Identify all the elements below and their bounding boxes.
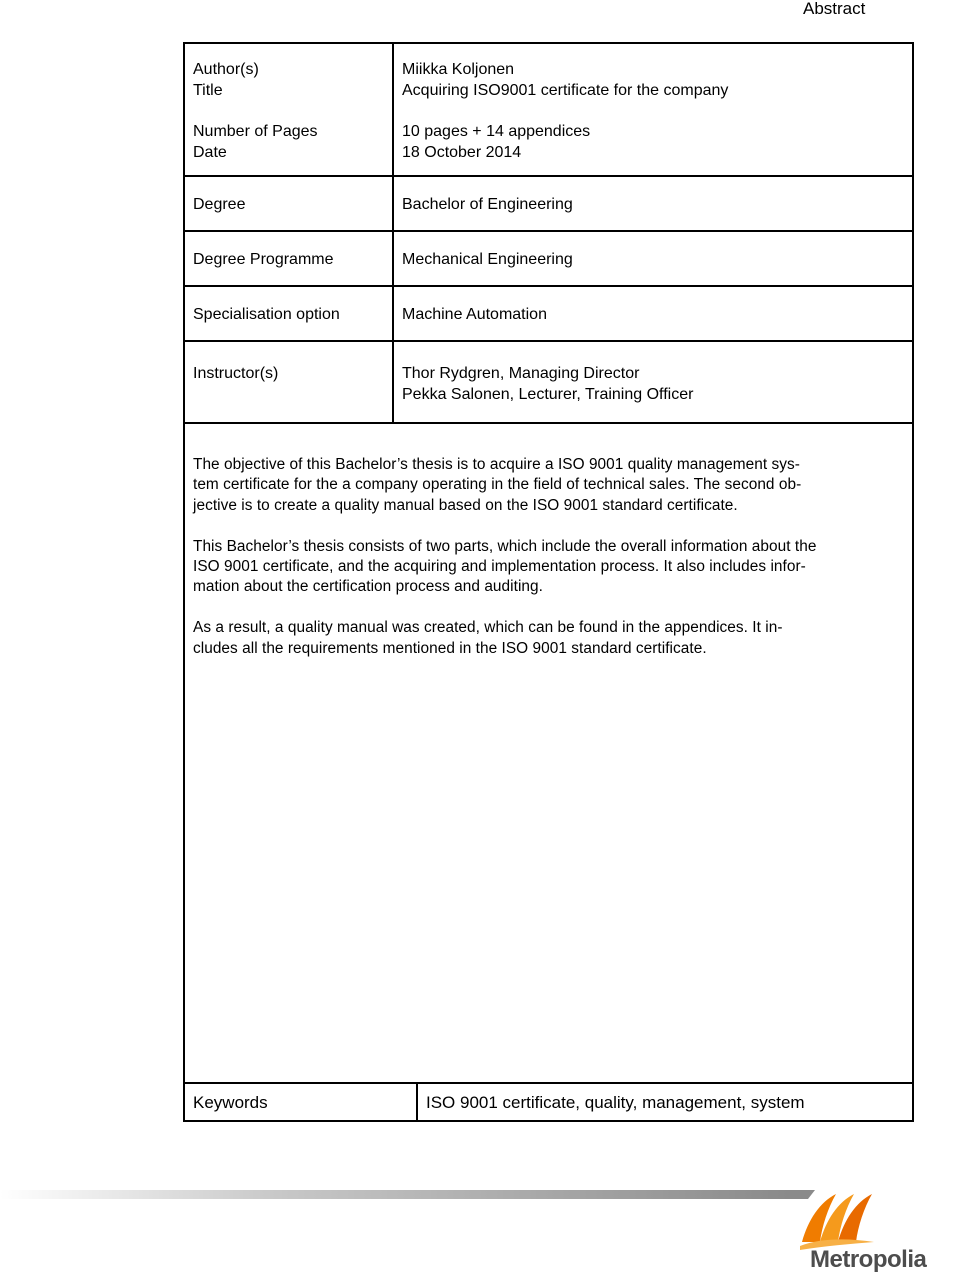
degree-value: Bachelor of Engineering bbox=[402, 196, 573, 213]
abstract-paragraph-1 bbox=[193, 455, 904, 516]
row-specialisation bbox=[185, 287, 912, 342]
keywords-label: Keywords bbox=[193, 1093, 268, 1112]
row-instructors bbox=[185, 342, 912, 424]
pages-label: Number of Pages bbox=[193, 123, 318, 140]
column-divider bbox=[392, 287, 394, 340]
specialisation-value: Machine Automation bbox=[402, 306, 547, 323]
logo-wordmark: Metropolia bbox=[810, 1246, 927, 1273]
abstract-form bbox=[183, 42, 914, 1122]
author-value: Miikka Koljonen bbox=[402, 61, 515, 78]
text-line: The objective of this Bachelor’s thesis is to acquire a ISO 9001 quality management sys- bbox=[193, 456, 800, 473]
text-line: mation about the certification process and auditing. bbox=[193, 578, 543, 596]
author-label: Author(s) bbox=[193, 61, 259, 78]
column-divider bbox=[392, 44, 394, 175]
text-line: ISO 9001 certificate, and the acquiring and implementation process. It also includes infor- bbox=[193, 558, 806, 576]
programme-label: Degree Programme bbox=[193, 251, 334, 268]
row-programme bbox=[185, 232, 912, 287]
row-keywords bbox=[185, 1082, 912, 1122]
keywords-value: ISO 9001 certificate, quality, management, system bbox=[426, 1093, 805, 1112]
row-author-title bbox=[185, 44, 912, 177]
column-divider bbox=[416, 1084, 418, 1122]
date-value: 18 October 2014 bbox=[402, 144, 522, 161]
instructor-1: Thor Rydgren, Managing Director bbox=[402, 365, 640, 382]
text-line: jective is to create a quality manual based on the ISO 9001 standard certificate. bbox=[193, 496, 738, 514]
column-divider bbox=[392, 342, 394, 422]
row-degree bbox=[185, 177, 912, 232]
abstract-body bbox=[193, 455, 904, 679]
programme-value: Mechanical Engineering bbox=[402, 251, 573, 268]
title-label: Title bbox=[193, 82, 223, 99]
abstract-paragraph-2 bbox=[193, 537, 904, 598]
date-label: Date bbox=[193, 144, 227, 161]
page-header-label: Abstract bbox=[803, 0, 866, 18]
specialisation-label: Specialisation option bbox=[193, 306, 340, 323]
pages-value: 10 pages + 14 appendices bbox=[402, 123, 591, 140]
text-line: As a result, a quality manual was created, which can be found in the appendices. It in- bbox=[193, 619, 783, 637]
degree-label: Degree bbox=[193, 196, 246, 213]
column-divider bbox=[392, 232, 394, 285]
text-line: cludes all the requirements mentioned in the ISO 9001 standard certificate. bbox=[193, 639, 707, 657]
text-line: This Bachelor’s thesis consists of two parts, which include the overall information about the bbox=[193, 537, 817, 555]
title-value: Acquiring ISO9001 certificate for the company bbox=[402, 82, 729, 99]
text-line: tem certificate for the a company operating in the field of technical sales. The second ob- bbox=[193, 476, 802, 494]
column-divider bbox=[392, 177, 394, 230]
instructor-2: Pekka Salonen, Lecturer, Training Officer bbox=[402, 386, 694, 403]
abstract-paragraph-3 bbox=[193, 618, 904, 659]
instructors-label: Instructor(s) bbox=[193, 365, 279, 382]
